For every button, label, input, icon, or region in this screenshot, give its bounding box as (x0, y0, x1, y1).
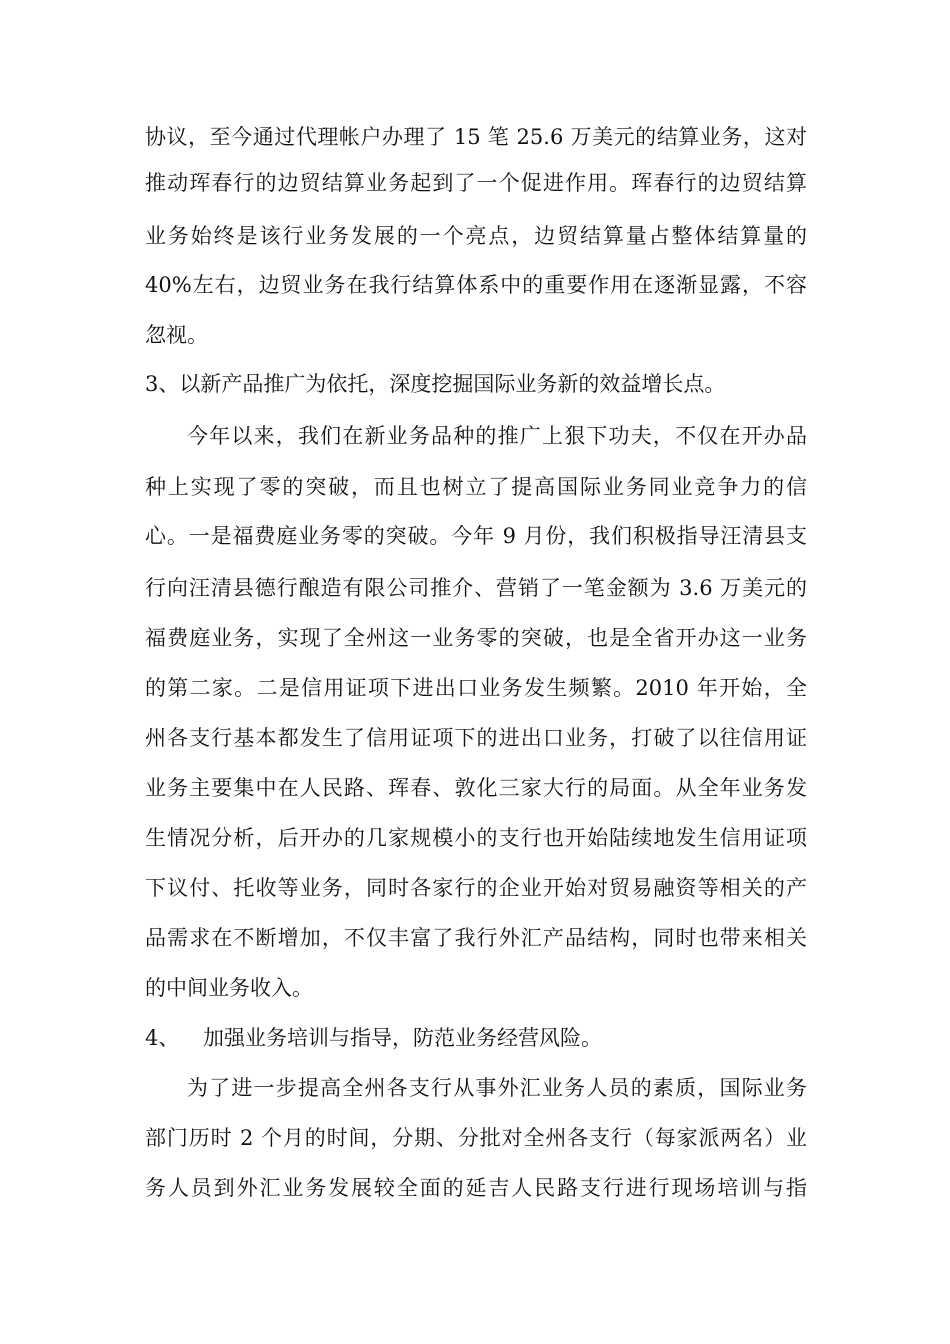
section-heading-4-number: 4、 (145, 1026, 180, 1050)
paragraph-line: 州各支行基本都发生了信用证项下的进出口业务，打破了以往信用证 (145, 726, 807, 750)
paragraph-line: 福费庭业务，实现了全州这一业务零的突破，也是全省开办这一业务 (145, 626, 807, 650)
paragraph-line: 今年以来，我们在新业务品种的推广上狠下功夫，不仅在开办品 (187, 424, 807, 448)
paragraph-line: 40%左右，边贸业务在我行结算体系中的重要作用在逐渐显露，不容 (145, 273, 807, 297)
paragraph-line: 的中间业务收入。 (145, 976, 313, 1000)
paragraph-line: 品需求在不断增加，不仅丰富了我行外汇产品结构，同时也带来相关 (145, 926, 807, 950)
section-heading-3: 3、以新产品推广为依托，深度挖掘国际业务新的效益增长点。 (145, 372, 726, 396)
paragraph-line: 下议付、托收等业务，同时各家行的企业开始对贸易融资等相关的产 (145, 876, 807, 900)
paragraph-line: 部门历时 2 个月的时间，分期、分批对全州各支行（每家派两名）业 (145, 1126, 807, 1150)
section-heading-4-text: 加强业务培训与指导，防范业务经营风险。 (203, 1026, 602, 1050)
paragraph-line: 业务主要集中在人民路、珲春、敦化三家大行的局面。从全年业务发 (145, 776, 807, 800)
paragraph-line: 种上实现了零的突破，而且也树立了提高国际业务同业竞争力的信 (145, 475, 807, 499)
paragraph-line: 生情况分析，后开办的几家规模小的支行也开始陆续地发生信用证项 (145, 826, 807, 850)
paragraph-line: 务人员到外汇业务发展较全面的延吉人民路支行进行现场培训与指 (145, 1176, 807, 1200)
paragraph-line: 忽视。 (145, 323, 208, 347)
paragraph-line: 业务始终是该行业务发展的一个亮点，边贸结算量占整体结算量的 (145, 224, 807, 248)
paragraph-line: 心。一是福费庭业务零的突破。今年 9 月份，我们积极指导汪清县支 (145, 524, 807, 548)
paragraph-line: 行向汪清县德行酿造有限公司推介、营销了一笔金额为 3.6 万美元的 (145, 576, 807, 600)
paragraph-line: 推动珲春行的边贸结算业务起到了一个促进作用。珲春行的边贸结算 (145, 171, 807, 195)
paragraph-line: 协议，至今通过代理帐户办理了 15 笔 25.6 万美元的结算业务，这对 (145, 125, 807, 149)
paragraph-line: 为了进一步提高全州各支行从事外汇业务人员的素质，国际业务 (187, 1076, 807, 1100)
paragraph-line: 的第二家。二是信用证项下进出口业务发生频繁。2010 年开始，全 (145, 676, 807, 700)
